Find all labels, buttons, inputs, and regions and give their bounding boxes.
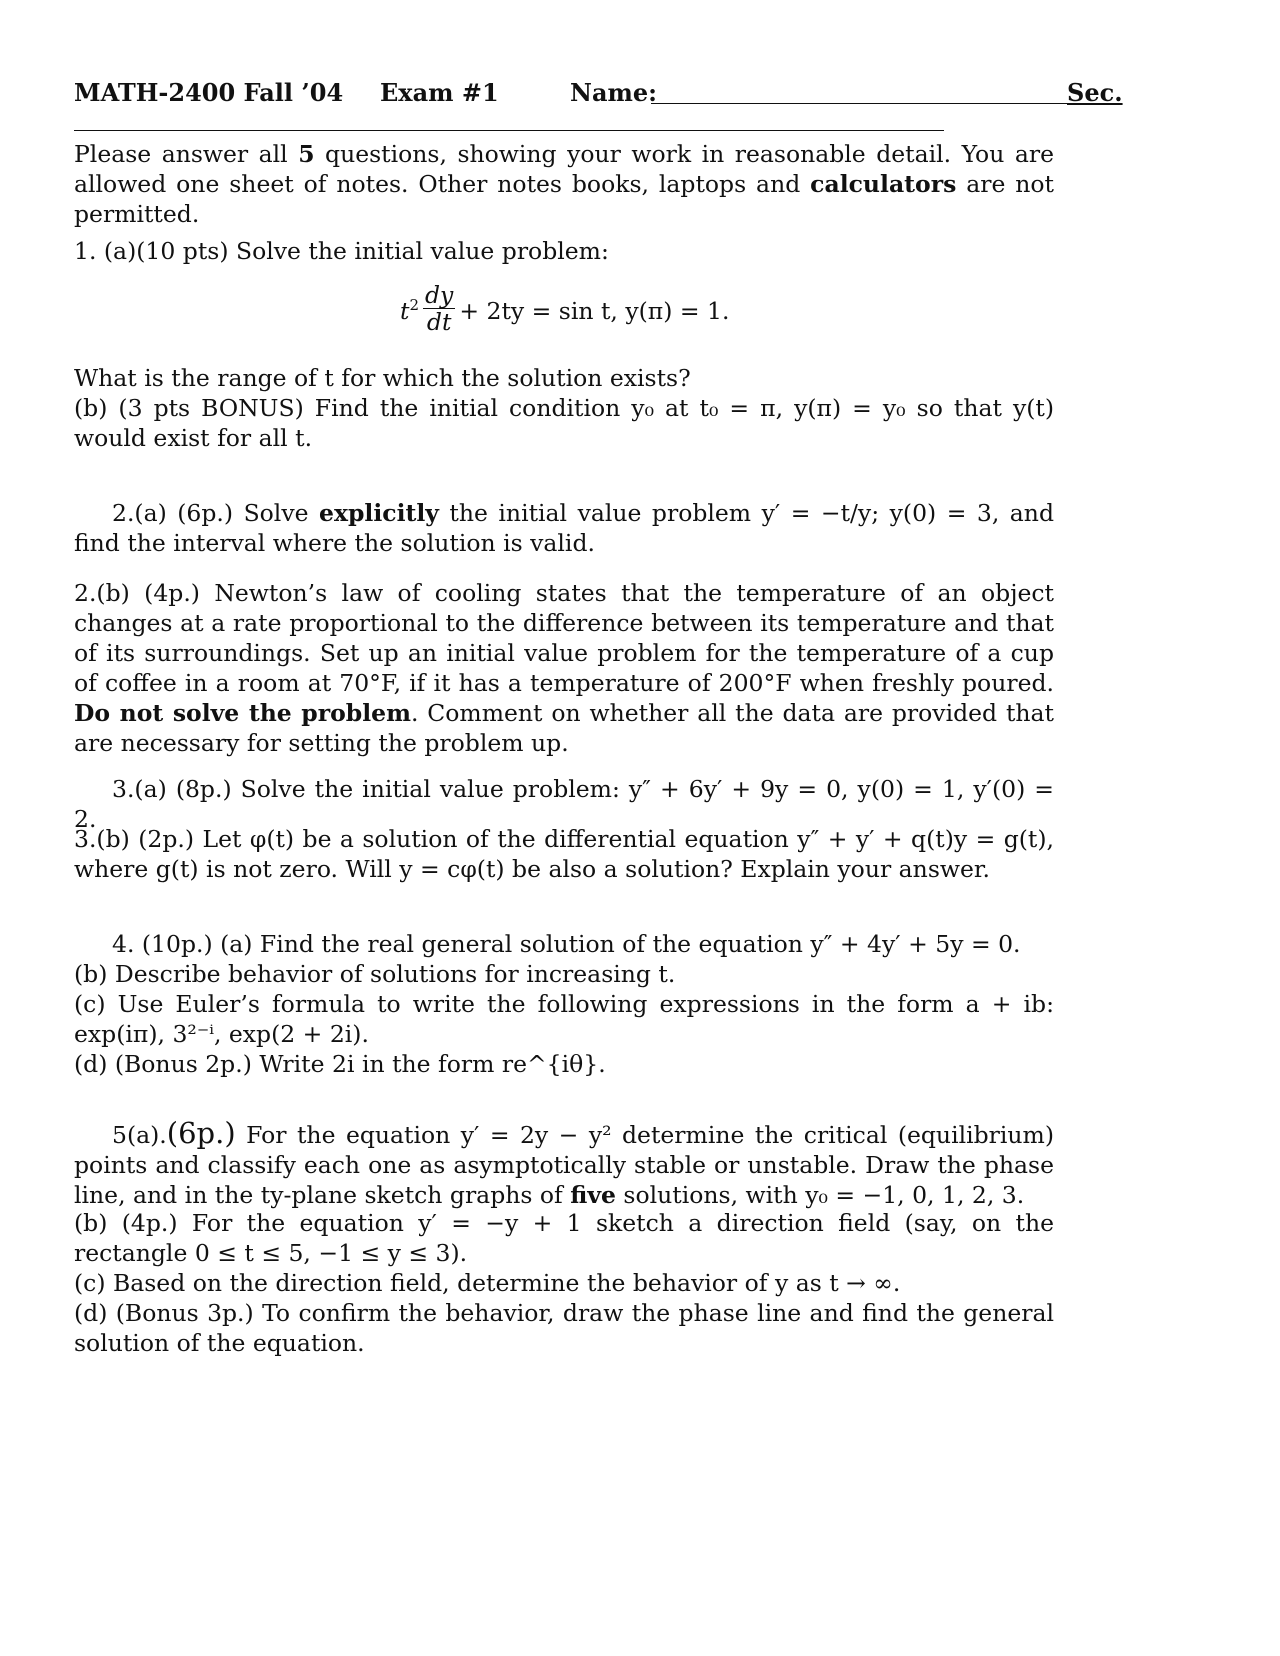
exam-title: Exam #1 — [380, 78, 499, 107]
header-divider — [74, 130, 944, 131]
section-label: Sec. — [1067, 78, 1123, 107]
q1-range-question: What is the range of t for which the solution exists? — [74, 364, 691, 392]
q2-part-b: 2.(b) (4p.) Newton’s law of cooling states that the temperature of an object changes at a rate proportional to the difference between its temperature and that of its surroundings. Set up an initial value problem for the temperature of a cup of coffee in a room at 70°F, if it has a temperature of 200°F when freshly poured. Do not solve the problem. Comment on whether all the data are provided that are necessary for setting the problem up. — [74, 579, 1054, 757]
q4-part-c: (c) Use Euler’s formula to write the following expressions in the form a + ib: exp(iπ), 3²⁻ⁱ, exp(2 + 2i). — [74, 990, 1054, 1048]
name-blank-line — [651, 103, 1071, 104]
q2-part-a: 2.(a) (6p.) Solve explicitly the initial value problem y′ = −t/y; y(0) = 3, and find the interval where the solution is valid. — [74, 499, 1054, 557]
q1-equation: $t^2$ $\frac{dy}{dt}$ + 2ty = sin t, y(π) = 1. — [400, 281, 730, 336]
course-title: MATH-2400 Fall ’04 — [74, 78, 344, 107]
q4-part-d: (d) (Bonus 2p.) Write 2i in the form re^{iθ}. — [74, 1050, 606, 1078]
q5-part-c: (c) Based on the direction field, determine the behavior of y as t → ∞. — [74, 1269, 901, 1297]
q3-part-b: 3.(b) (2p.) Let φ(t) be a solution of the differential equation y″ + y′ + q(t)y = g(t), where g(t) is not zero. Will y = cφ(t) be also a solution? Explain your answer. — [74, 825, 1054, 883]
instructions: Please answer all 5 questions, showing your work in reasonable detail. You are allowed one sheet of notes. Other notes books, laptops and calculators are not permitted. — [74, 140, 1054, 228]
q5-part-d: (d) (Bonus 3p.) To confirm the behavior, draw the phase line and find the general solution of the equation. — [74, 1299, 1054, 1357]
q1-part-b: (b) (3 pts BONUS) Find the initial condition y₀ at t₀ = π, y(π) = y₀ so that y(t) would exist for all t. — [74, 394, 1054, 452]
q5-part-b: (b) (4p.) For the equation y′ = −y + 1 sketch a direction field (say, on the rectangle 0 ≤ t ≤ 5, −1 ≤ y ≤ 3). — [74, 1209, 1054, 1267]
q1-part-a: 1. (a)(10 pts) Solve the initial value problem: — [74, 237, 609, 265]
q5-part-a: 5(a).(6p.) For the equation y′ = 2y − y² determine the critical (equilibrium) points and classify each one as asymptotically stable or unstable. Draw the phase line, and in the ty-plane sketch graphs of five solutions, with y₀ = −1, 0, 1, 2, 3. — [74, 1116, 1054, 1209]
q4-part-b: (b) Describe behavior of solutions for increasing t. — [74, 960, 676, 988]
q3-part-a: 3.(a) (8p.) Solve the initial value problem: y″ + 6y′ + 9y = 0, y(0) = 1, y′(0) = 2. — [74, 775, 1054, 833]
q4-part-a: 4. (10p.) (a) Find the real general solution of the equation y″ + 4y′ + 5y = 0. — [112, 930, 1021, 958]
name-label: Name: — [570, 78, 658, 107]
